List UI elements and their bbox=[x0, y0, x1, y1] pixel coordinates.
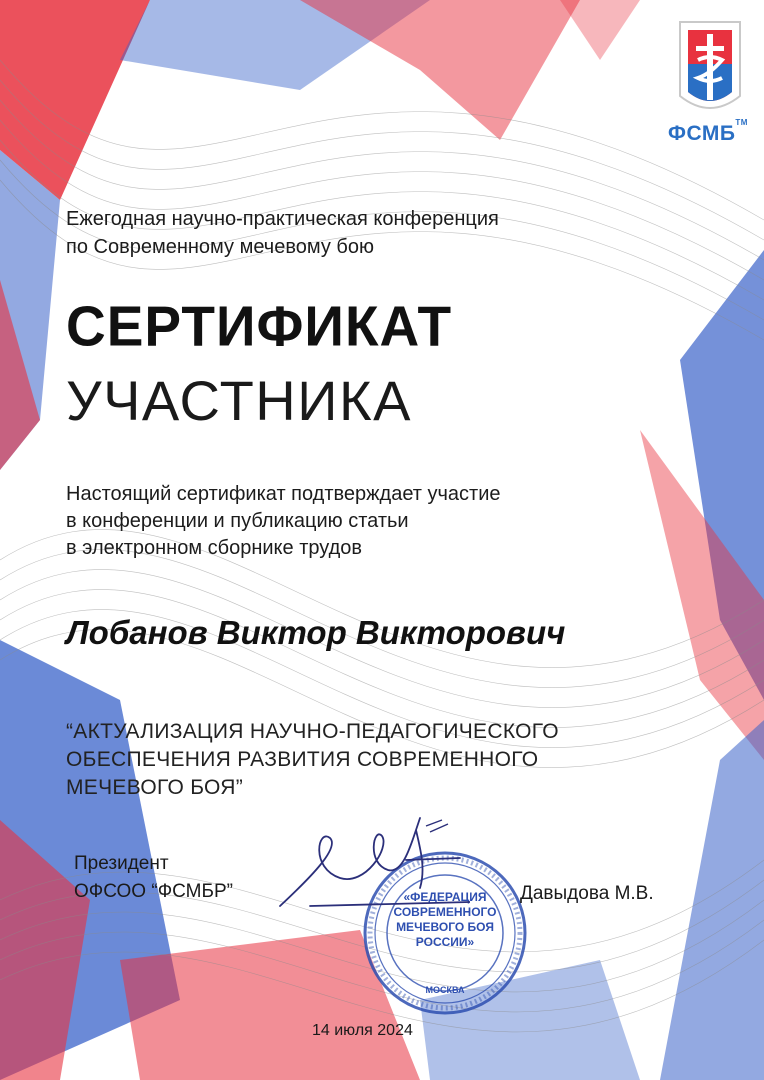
stamp-line: «ФЕДЕРАЦИЯ bbox=[403, 890, 487, 904]
certificate-subtitle: УЧАСТНИКА bbox=[66, 369, 412, 432]
participant-name: Лобанов Виктор Викторович bbox=[66, 614, 566, 651]
stamp-city: МОСКВА bbox=[425, 985, 465, 995]
confirmation-line: в конференции и публикацию статьи bbox=[66, 510, 409, 532]
confirmation-text bbox=[66, 481, 501, 562]
shard-blue-bottom-right bbox=[660, 720, 764, 1080]
logo-text: ФСМБ™ bbox=[668, 118, 748, 145]
signer-name: Давыдова М.В. bbox=[520, 883, 654, 904]
handwritten-signature bbox=[270, 808, 470, 918]
article-title bbox=[66, 718, 559, 802]
article-line: МЕЧЕВОГО БОЯ” bbox=[66, 776, 243, 799]
signatory-role bbox=[74, 850, 233, 906]
trademark-mark: TM bbox=[735, 118, 748, 127]
stamp-line: МЕЧЕВОГО БОЯ bbox=[396, 920, 494, 934]
issue-date: 14 июля 2024 bbox=[312, 1022, 413, 1039]
stamp-line: СОВРЕМЕННОГО bbox=[393, 905, 497, 919]
shard-red-top-right bbox=[560, 0, 640, 60]
conference-line: Ежегодная научно-практическая конференция bbox=[66, 208, 499, 230]
stamp-line: РОССИИ» bbox=[415, 935, 475, 949]
conference-line: по Современному мечевому бою bbox=[66, 236, 374, 258]
certificate-title: СЕРТИФИКАТ bbox=[66, 294, 453, 358]
confirmation-line: Настоящий сертификат подтверждает участие bbox=[66, 483, 501, 505]
shard-red-top bbox=[300, 0, 580, 140]
role-line: Президент bbox=[74, 853, 169, 874]
article-line: ОБЕСПЕЧЕНИЯ РАЗВИТИЯ СОВРЕМЕННОГО bbox=[66, 748, 539, 771]
confirmation-line: в электронном сборнике трудов bbox=[66, 537, 363, 559]
conference-heading bbox=[66, 205, 499, 261]
role-line: ОФСОО “ФСМБР” bbox=[74, 881, 233, 902]
article-line: “АКТУАЛИЗАЦИЯ НАУЧНО-ПЕДАГОГИЧЕСКОГО bbox=[66, 720, 559, 743]
